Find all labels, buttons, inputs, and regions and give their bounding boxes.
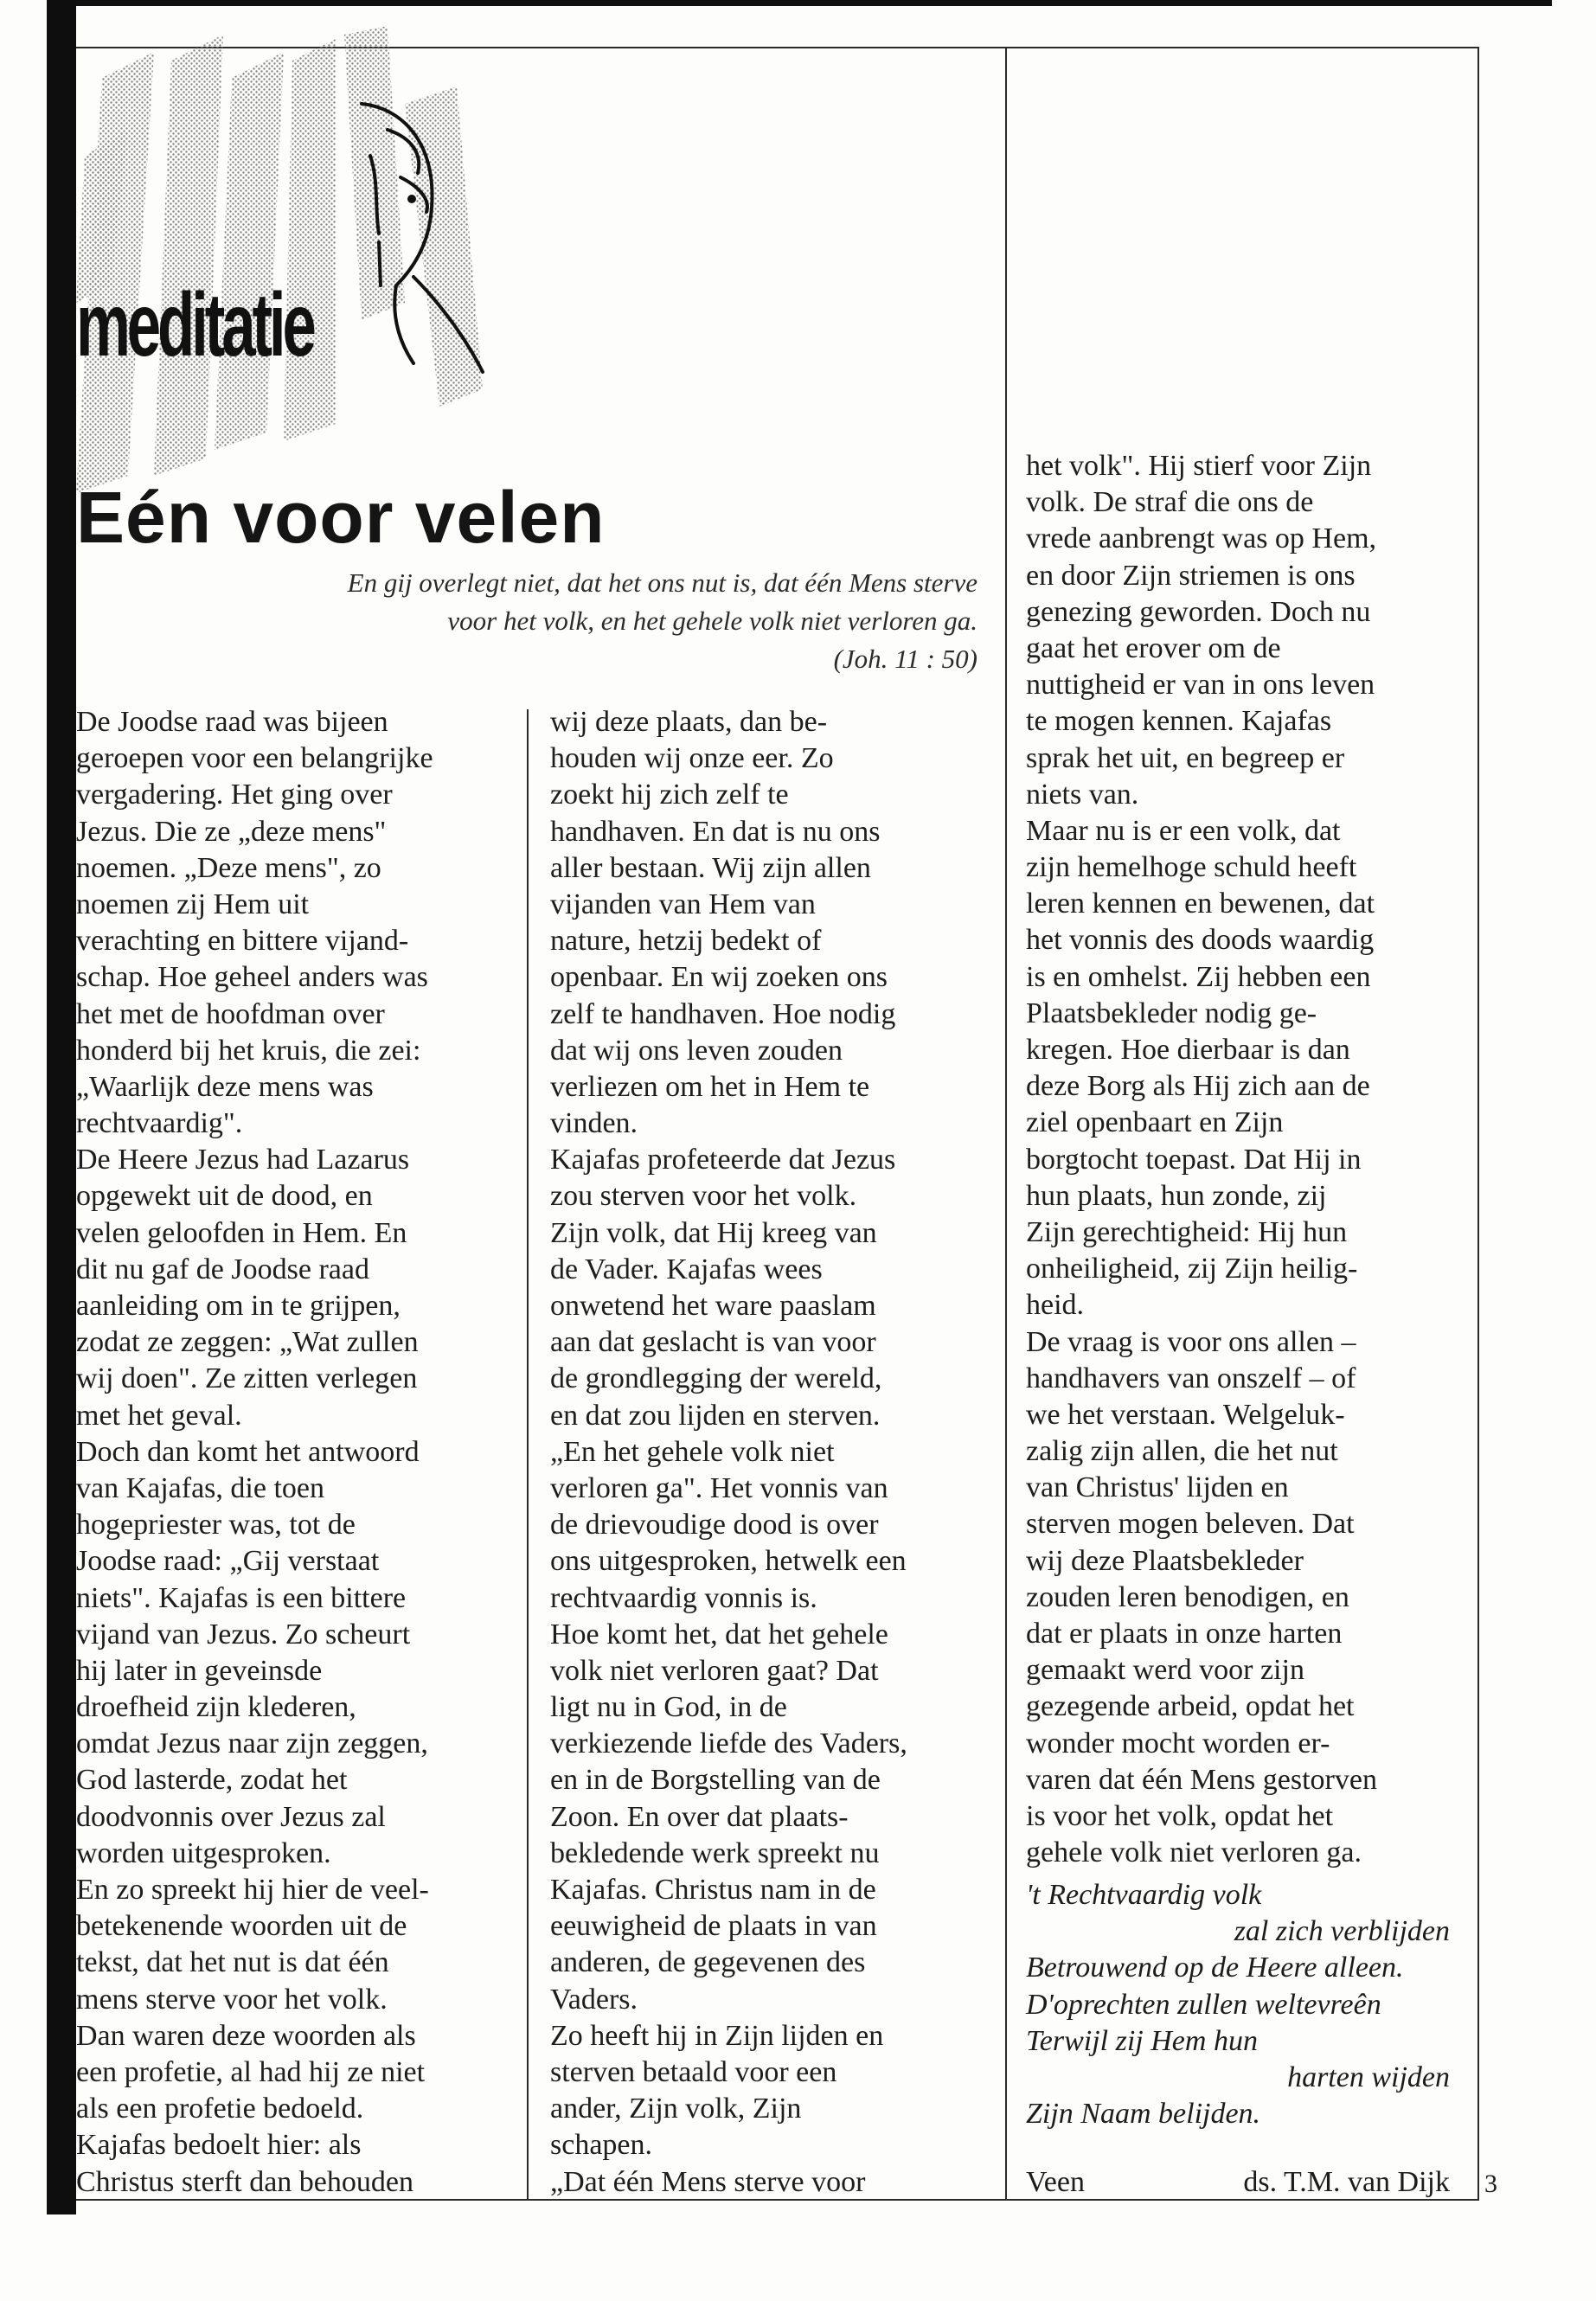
text-line: worden uitgesproken. — [76, 1836, 331, 1869]
text-line: als een profetie bedoeld. — [76, 2093, 364, 2125]
text-line: wij deze plaats, dan be- — [550, 706, 828, 738]
text-line: Betrouwend op de Heere alleen. — [1026, 1952, 1404, 1984]
text-line: De Joodse raad was bijeen — [76, 706, 388, 738]
text-line: Vaders. — [550, 1983, 638, 2016]
text-line: borgtocht toepast. Dat Hij in — [1026, 1143, 1362, 1176]
epigraph-line: voor het volk, en het gehele volk niet verloren ga. — [447, 606, 977, 636]
text-line: rechtvaardig". — [76, 1107, 243, 1140]
text-line: opgewekt uit de dood, en — [76, 1180, 373, 1213]
left-black-bar — [47, 0, 76, 2214]
text-line: hogepriester was, tot de — [76, 1509, 356, 1541]
text-line: honderd bij het kruis, die zei: — [76, 1034, 421, 1067]
text-line: Christus sterft dan behouden — [76, 2165, 413, 2198]
text-line: De vraag is voor ons allen – — [1026, 1325, 1356, 1358]
text-line: nature, hetzij bedekt of — [550, 925, 822, 958]
text-line: „Waarlijk deze mens was — [76, 1070, 374, 1103]
text-line: aanleiding om in te grijpen, — [76, 1290, 401, 1322]
text-line: genezing geworden. Doch nu — [1026, 595, 1371, 628]
text-line: onheiligheid, zij Zijn heilig- — [1026, 1253, 1358, 1285]
praying-figure-illustration — [76, 26, 561, 493]
text-line: en door Zijn striemen is ons — [1026, 559, 1356, 592]
text-line: is en omhelst. Zij hebben een — [1026, 960, 1371, 993]
signature-author: ds. T.M. van Dijk — [1243, 2166, 1450, 2198]
text-line: vrede aanbrengt was op Hem, — [1026, 522, 1377, 555]
text-line: dat wij ons leven zouden — [550, 1034, 843, 1067]
text-line: zijn hemelhoge schuld heeft — [1026, 851, 1357, 884]
text-line: Kajafas. Christus nam in de — [550, 1874, 876, 1906]
text-column-middle — [550, 704, 907, 2201]
text-line: wij deze Plaatsbekleder — [1026, 1544, 1304, 1577]
text-line: Zijn gerechtigheid: Hij hun — [1026, 1215, 1348, 1248]
text-line: bekledende werk spreekt nu — [550, 1836, 880, 1869]
epigraph — [260, 564, 977, 678]
text-line: te mogen kennen. Kajafas — [1026, 705, 1332, 738]
text-line: 't Rechtvaardig volk — [1026, 1879, 1262, 1911]
text-line: en dat zou lijden en sterven. — [550, 1399, 881, 1432]
text-line: houden wij onze eer. Zo — [550, 742, 834, 775]
text-line: droefheid zijn klederen, — [76, 1691, 356, 1724]
top-edge-line — [47, 0, 1552, 6]
text-line: Zijn Naam belijden. — [1026, 2098, 1261, 2131]
text-line: openbaar. En wij zoeken ons — [550, 961, 888, 994]
text-line: Kajafas profeteerde dat Jezus — [550, 1144, 896, 1176]
text-line: Maar nu is er een volk, dat — [1026, 814, 1341, 847]
section-label: meditatie — [76, 275, 313, 375]
text-line: aller bestaan. Wij zijn allen — [550, 851, 871, 884]
text-line: de drievoudige dood is over — [550, 1509, 879, 1541]
text-column-right — [1026, 448, 1377, 1871]
text-line: hij later in geveinsde — [76, 1654, 323, 1687]
text-line: met het geval. — [76, 1399, 242, 1432]
epigraph-reference: (Joh. 11 : 50) — [833, 644, 977, 674]
text-line: omdat Jezus naar zijn zeggen, — [76, 1727, 428, 1760]
text-line: hun plaats, hun zonde, zij — [1026, 1179, 1327, 1212]
text-line: de Vader. Kajafas wees — [550, 1253, 823, 1285]
column-rule-2 — [1005, 48, 1007, 2199]
text-line: gehele volk niet verloren ga. — [1026, 1836, 1362, 1869]
text-line: ander, Zijn volk, Zijn — [550, 2093, 802, 2125]
text-line: volk. De straf die ons de — [1026, 486, 1314, 519]
text-line: mens sterve voor het volk. — [76, 1983, 388, 2016]
text-line: sprak het uit, en begreep er — [1026, 741, 1345, 774]
text-line: God lasterde, zodat het — [76, 1764, 348, 1797]
text-line: zalig zijn allen, die het nut — [1026, 1435, 1338, 1468]
text-line: Kajafas bedoelt hier: als — [76, 2129, 362, 2162]
column-rule-1 — [527, 709, 529, 2199]
text-line: leren kennen en bewenen, dat — [1026, 888, 1375, 920]
text-line: Jezus. Die ze „deze mens" — [76, 815, 387, 848]
text-line: sterven mogen beleven. Dat — [1026, 1508, 1355, 1541]
text-line: vijanden van Hem van — [550, 888, 816, 920]
text-line: een profetie, al had hij ze niet — [76, 2055, 426, 2088]
text-line: kregen. Hoe dierbaar is dan — [1026, 1034, 1350, 1066]
text-line: verloren ga". Het vonnis van — [550, 1471, 888, 1504]
text-line: en in de Borgstelling van de — [550, 1764, 881, 1797]
text-line: Joodse raad: „Gij verstaat — [76, 1545, 380, 1578]
text-line: dit nu gaf de Joodse raad — [76, 1253, 369, 1285]
text-line: sterven betaald voor een — [550, 2055, 837, 2088]
text-line: En zo spreekt hij hier de veel- — [76, 1874, 429, 1906]
text-line: wij doen". Ze zitten verlegen — [76, 1362, 418, 1395]
text-line: gemaakt werd voor zijn — [1026, 1654, 1304, 1687]
text-line: is voor het volk, opdat het — [1026, 1799, 1334, 1832]
text-line: zoekt hij zich zelf te — [550, 779, 789, 811]
text-line: varen dat één Mens gestorven — [1026, 1763, 1377, 1796]
text-line: van Kajafas, die toen — [76, 1471, 324, 1504]
text-line: Zoon. En over dat plaats- — [550, 1800, 849, 1833]
text-line: eeuwigheid de plaats in van — [550, 1910, 877, 1943]
text-line: verliezen om het in Hem te — [550, 1070, 870, 1103]
text-line: heid. — [1026, 1289, 1085, 1322]
text-line: „Dat één Mens sterve voor — [550, 2165, 866, 2198]
text-line: we het verstaan. Welgeluk- — [1026, 1398, 1345, 1431]
text-line: „En het gehele volk niet — [550, 1435, 835, 1468]
text-line: tekst, dat het nut is dat één — [76, 1946, 389, 1979]
text-line: De Heere Jezus had Lazarus — [76, 1144, 410, 1176]
text-line: zal zich verblijden — [1234, 1915, 1450, 1948]
text-line: verkiezende liefde des Vaders, — [550, 1727, 907, 1760]
article-title: Eén voor velen — [76, 477, 606, 558]
text-line: ziel openbaart en Zijn — [1026, 1106, 1284, 1139]
text-line: gezegende arbeid, opdat het — [1026, 1690, 1355, 1723]
text-line: Hoe komt het, dat het gehele — [550, 1618, 888, 1650]
text-line: rechtvaardig vonnis is. — [550, 1581, 817, 1614]
text-line: het vonnis des doods waardig — [1026, 924, 1375, 957]
text-line: ligt nu in God, in de — [550, 1691, 787, 1724]
text-line: Doch dan komt het antwoord — [76, 1435, 420, 1468]
text-line: doodvonnis over Jezus zal — [76, 1800, 386, 1833]
text-line: Zo heeft hij in Zijn lijden en — [550, 2019, 884, 2052]
text-line: anderen, de gegevenen des — [550, 1946, 866, 1979]
text-line: het volk". Hij stierf voor Zijn — [1026, 450, 1372, 482]
text-line: schapen. — [550, 2129, 653, 2162]
text-line: dat er plaats in onze harten — [1026, 1618, 1343, 1650]
text-line: vergadering. Het ging over — [76, 779, 393, 811]
text-line: niets". Kajafas is een bittere — [76, 1581, 407, 1614]
text-line: Zijn volk, dat Hij kreeg van — [550, 1216, 877, 1249]
text-line: aan dat geslacht is van voor — [550, 1326, 876, 1359]
text-column-left — [76, 704, 433, 2201]
text-line: verachting en bittere vijand- — [76, 925, 409, 958]
page-number: 3 — [1484, 2170, 1497, 2198]
text-line: onwetend het ware paaslam — [550, 1290, 876, 1322]
text-line: harten wijden — [1287, 2061, 1450, 2093]
text-line: Plaatsbekleder nodig ge- — [1026, 997, 1317, 1029]
text-line: deze Borg als Hij zich aan de — [1026, 1070, 1370, 1103]
text-line: zou sterven voor het volk. — [550, 1180, 857, 1213]
text-line: schap. Hoe geheel anders was — [76, 961, 428, 994]
text-line: het met de hoofdman over — [76, 997, 385, 1030]
text-line: zodat ze zeggen: „Wat zullen — [76, 1326, 419, 1359]
text-line: Dan waren deze woorden als — [76, 2019, 416, 2052]
text-line: vinden. — [550, 1107, 638, 1140]
text-line: betekenende woorden uit de — [76, 1910, 407, 1943]
text-line: D'oprechten zullen weltevreên — [1026, 1988, 1381, 2021]
text-line: Terwijl zij Hem hun — [1026, 2024, 1258, 2057]
text-line: gaat het erover om de — [1026, 631, 1281, 664]
text-line: nuttigheid er van in ons leven — [1026, 669, 1375, 702]
text-line: niets van. — [1026, 778, 1139, 811]
text-line: noemen zij Hem uit — [76, 888, 310, 920]
text-line: zouden leren benodigen, en — [1026, 1580, 1349, 1613]
text-line: de grondlegging der wereld, — [550, 1362, 882, 1395]
text-line: geroepen voor een belangrijke — [76, 742, 433, 775]
text-line: handhavers van onszelf – of — [1026, 1362, 1356, 1394]
text-line: volk niet verloren gaat? Dat — [550, 1654, 879, 1687]
text-line: wonder mocht worden er- — [1026, 1727, 1330, 1759]
text-line: van Christus' lijden en — [1026, 1471, 1289, 1504]
text-line: ons uitgesproken, hetwelk een — [550, 1545, 907, 1578]
text-line: noemen. „Deze mens", zo — [76, 851, 381, 884]
text-line: handhaven. En dat is nu ons — [550, 815, 881, 848]
text-line: vijand van Jezus. Zo scheurt — [76, 1618, 411, 1650]
signature-place: Veen — [1026, 2166, 1085, 2198]
text-line: zelf te handhaven. Hoe nodig — [550, 997, 896, 1030]
epigraph-line: En gij overlegt niet, dat het ons nut is, dat één Mens sterve — [347, 567, 977, 598]
closing-poem — [1026, 1877, 1450, 2132]
text-line: velen geloofden in Hem. En — [76, 1216, 407, 1249]
